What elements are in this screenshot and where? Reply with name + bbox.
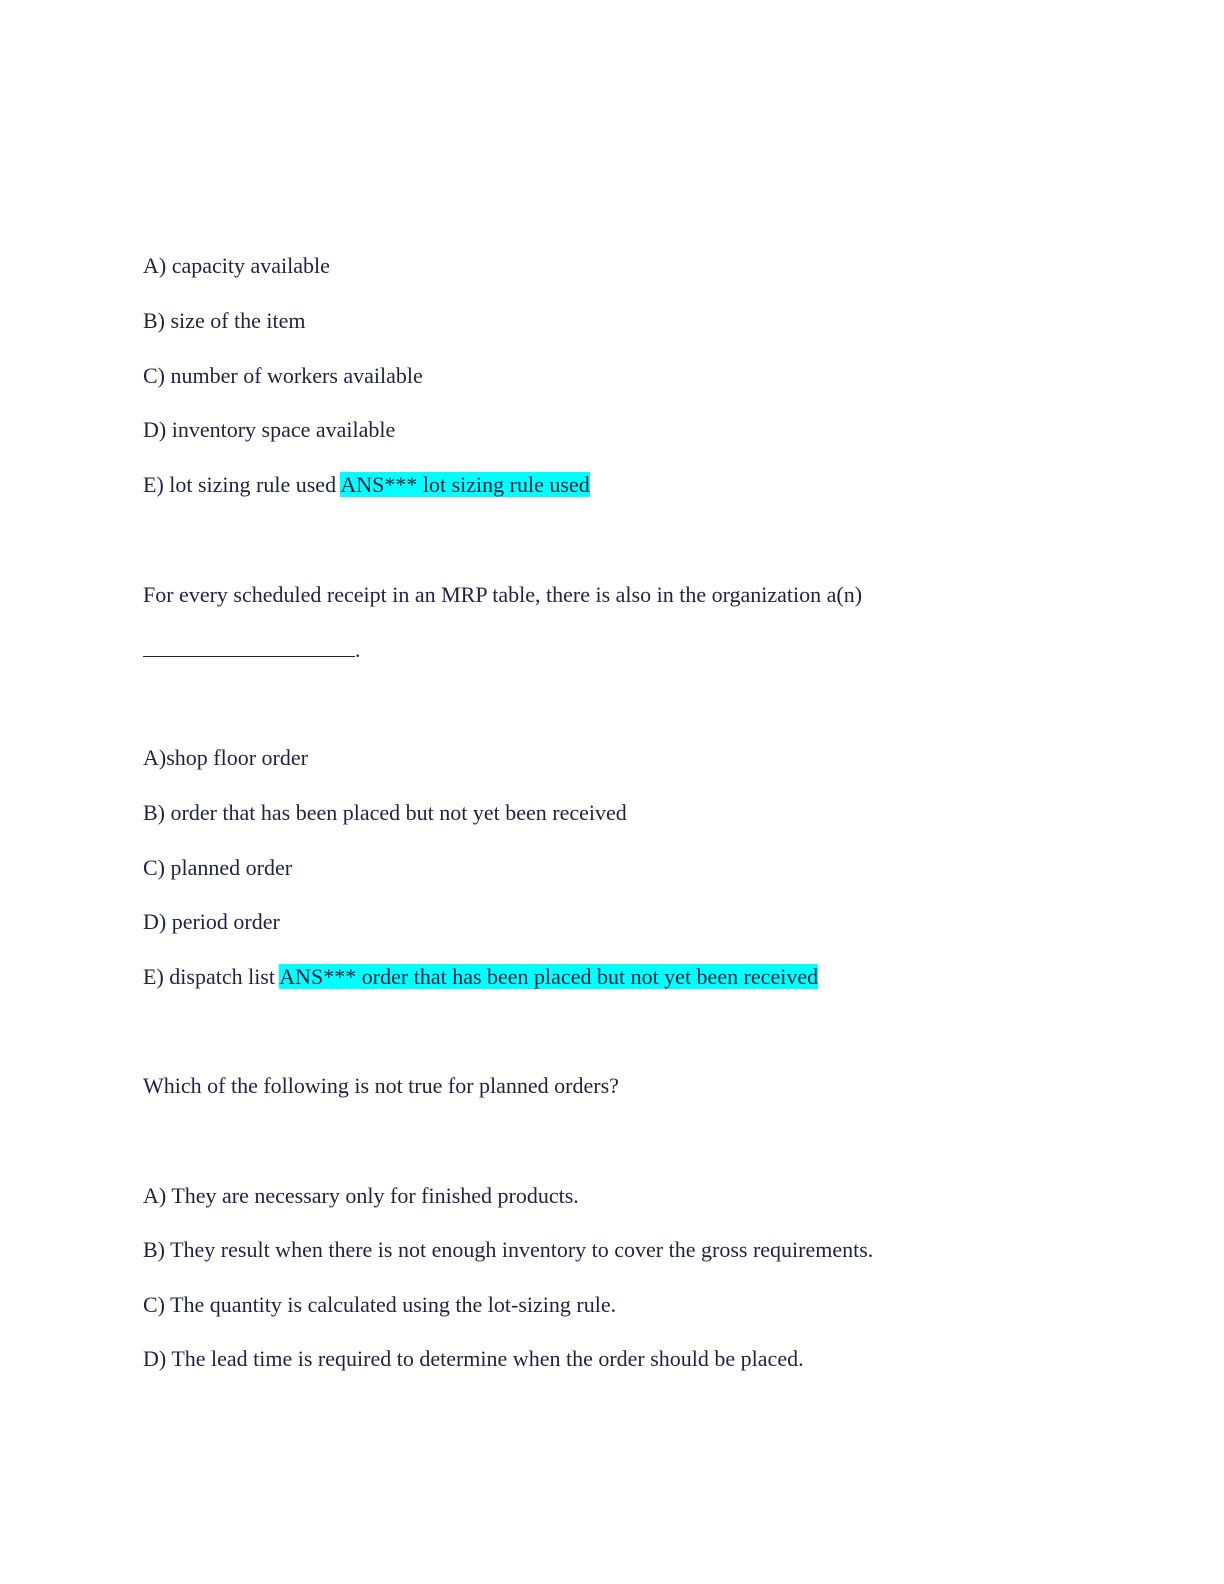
q3-question: Which of the following is not true for planned orders?: [143, 1073, 619, 1098]
q2-option-c: C) planned order: [143, 855, 293, 880]
q3-option-a: A) They are necessary only for finished products.: [143, 1183, 579, 1208]
answer-blank: [143, 638, 355, 657]
blank-suffix: .: [355, 637, 361, 662]
q2-option-e: E) dispatch list: [143, 964, 275, 989]
q3-option-d: D) The lead time is required to determine when the order should be placed.: [143, 1346, 804, 1371]
q2-question: For every scheduled receipt in an MRP table, there is also in the organization a(n): [143, 582, 863, 607]
q2-answer-highlight: ANS*** order that has been placed but not yet been received: [279, 964, 819, 989]
q1-option-b: B) size of the item: [143, 308, 306, 333]
q2-option-e-line: [143, 963, 818, 991]
q2-option-b: B) order that has been placed but not yet been received: [143, 800, 627, 825]
q1-option-a: A) capacity available: [143, 253, 330, 278]
q2-option-d: D) period order: [143, 909, 280, 934]
q3-option-b: B) They result when there is not enough inventory to cover the gross requirements.: [143, 1237, 874, 1262]
q3-option-c: C) The quantity is calculated using the lot-sizing rule.: [143, 1292, 617, 1317]
q1-option-e: E) lot sizing rule used: [143, 472, 337, 497]
q1-option-e-line: [143, 471, 590, 499]
q1-answer-highlight: ANS*** lot sizing rule used: [340, 472, 590, 497]
q1-option-d: D) inventory space available: [143, 417, 396, 442]
q2-option-a: A)shop floor order: [143, 745, 308, 770]
q1-option-c: C) number of workers available: [143, 363, 423, 388]
q2-blank-line: [143, 636, 361, 664]
